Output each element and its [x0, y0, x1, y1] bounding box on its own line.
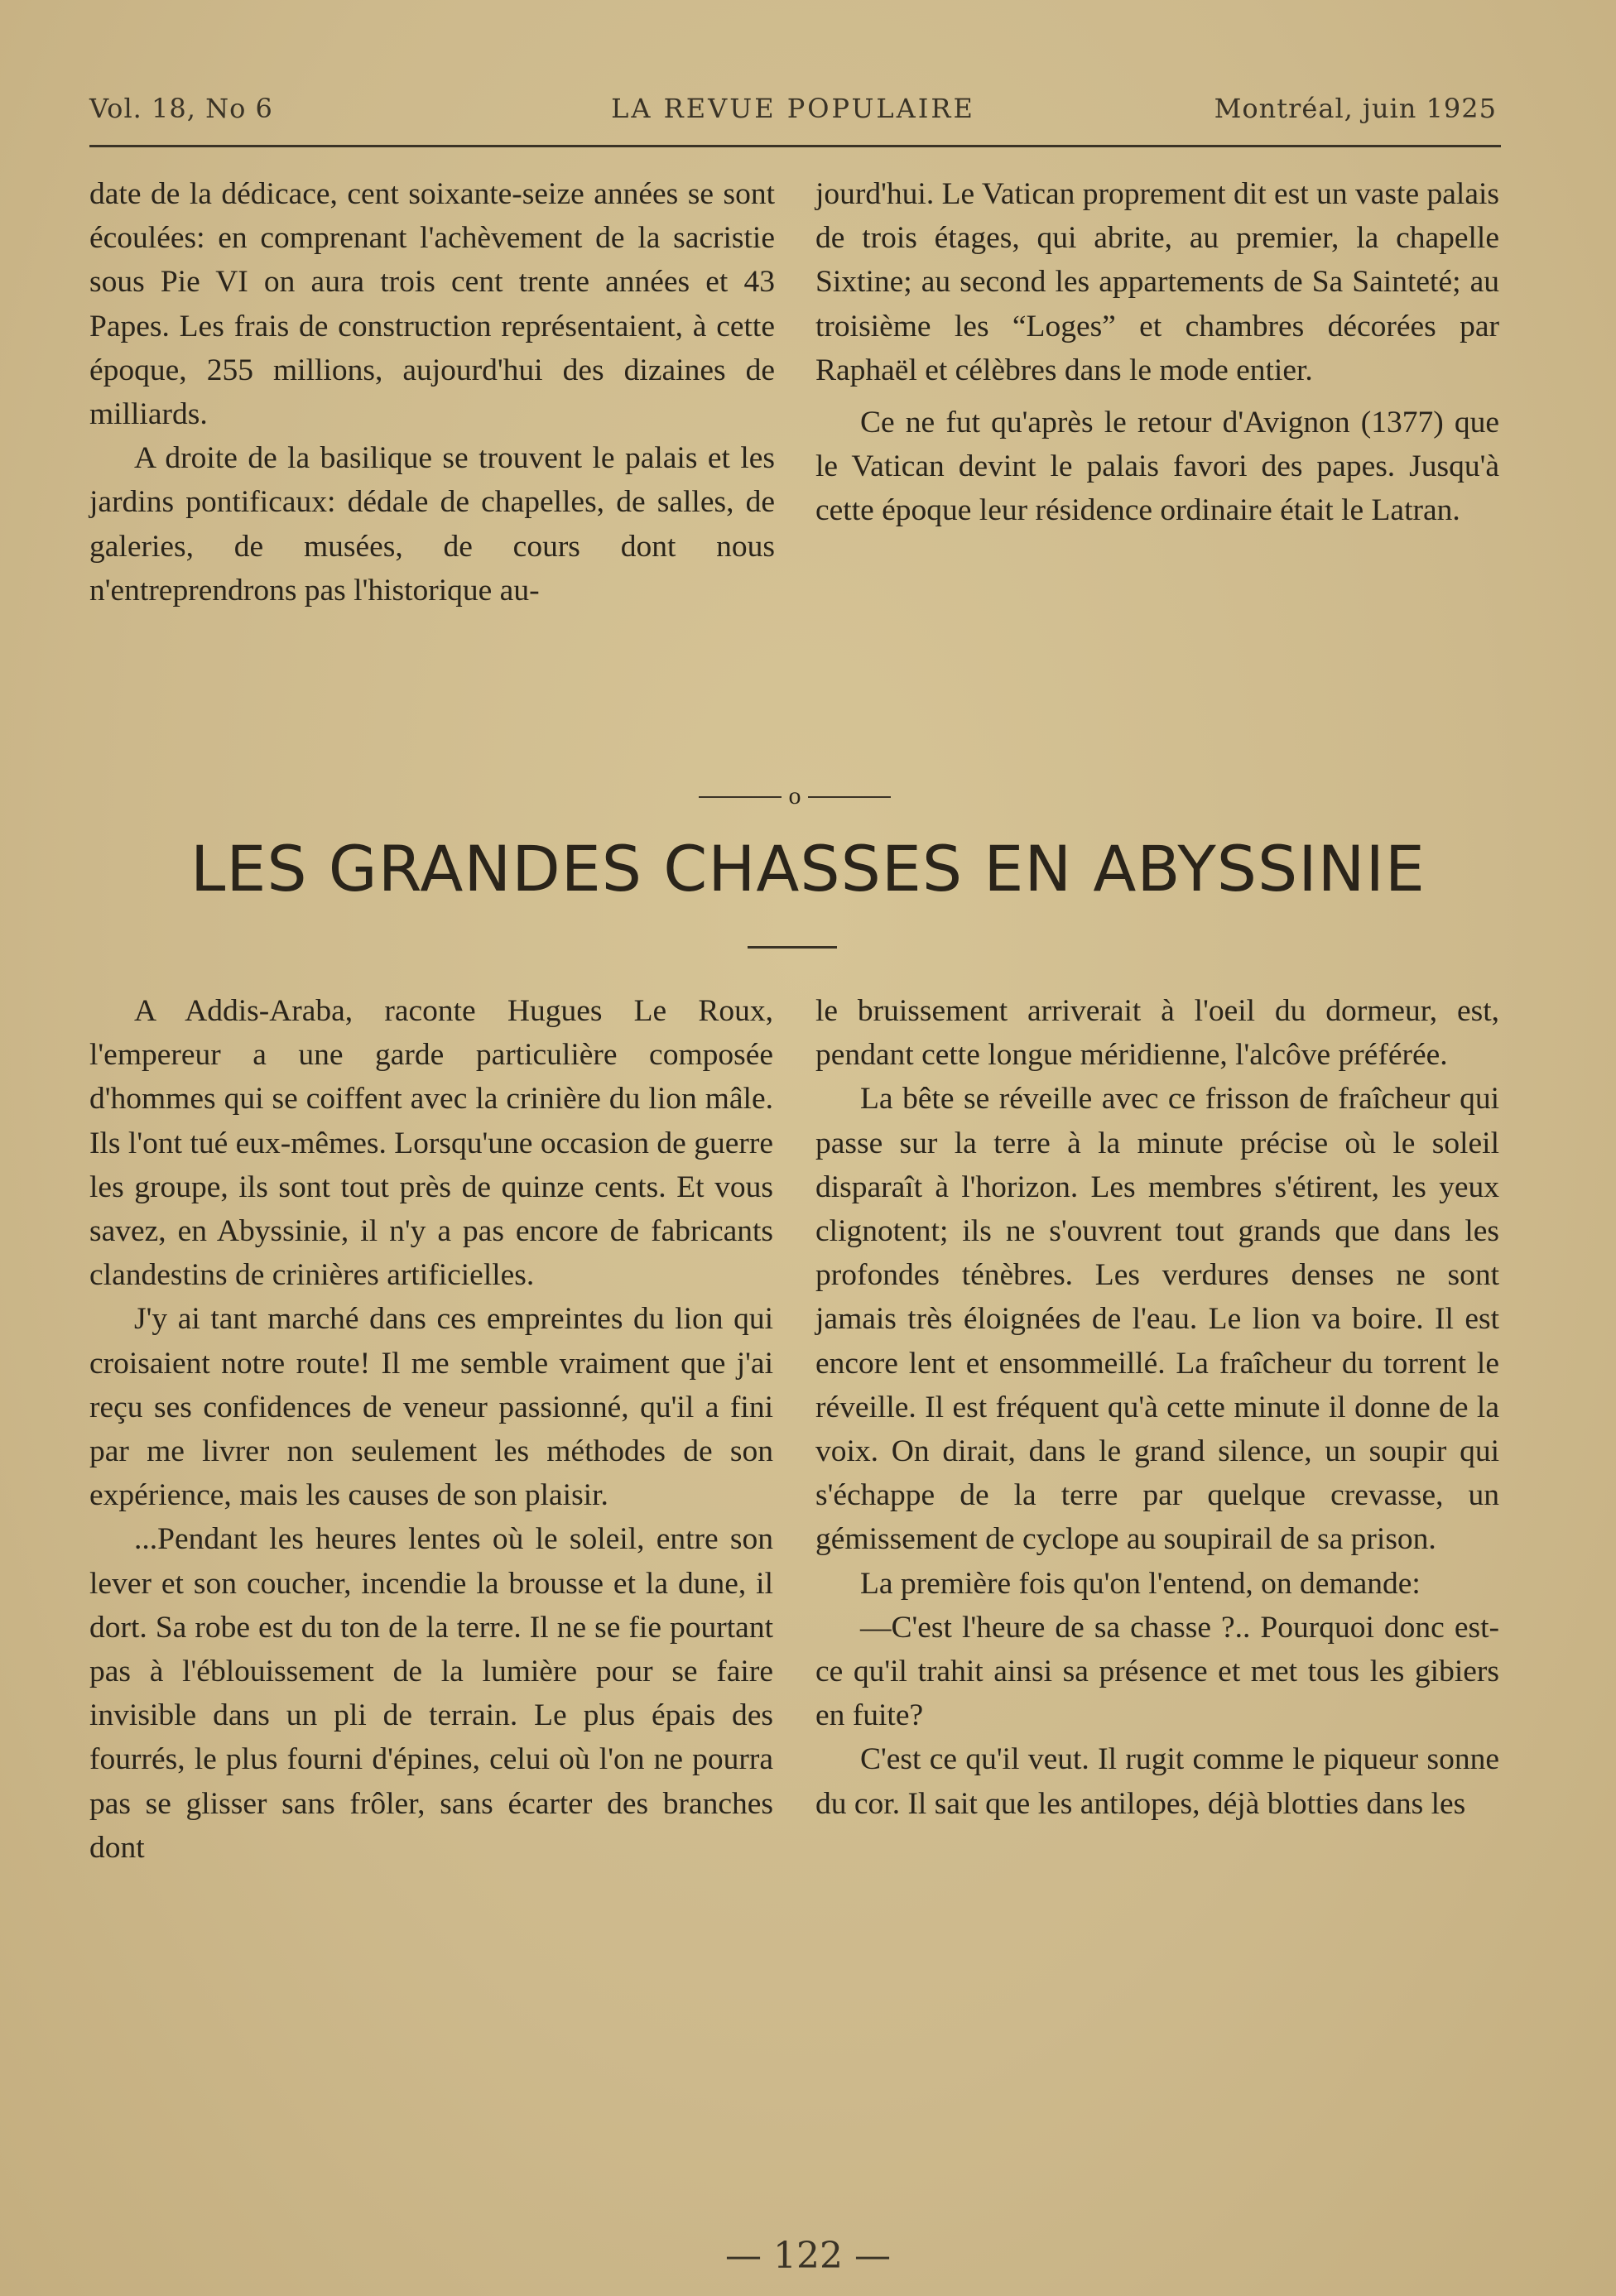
paragraph: A Addis-Araba, raconte Hugues Le Roux, l'empereur a une garde particulière composée d'hommes qui se coiffent avec la crinière du lion mâle. Ils l'ont tué eux-mêmes. Lorsqu'une occasion de guerre les groupe, ils sont tout près de quinze cents. Et vous savez, en Abyssinie, il n'y a pas encore de fabricants clandestins de crinières artificielles.: [89, 994, 773, 1293]
section-divider: [695, 780, 894, 813]
paragraph: La bête se réveille avec ce frisson de fraîcheur qui passe sur la terre à la minute précise où le soleil disparaît à l'horizon. Les membres s'étirent, les yeux clignotent; ils ne s'ouvrent tout grands que dans les profondes ténèbres. Les verdures denses ne sont jamais très éloignées de l'eau. Le lion va boire. Il est encore lent et ensommeillé. La fraîcheur du torrent le réveille. Il est fréquent qu'à cette minute il donne de la voix. On dirait, dans le grand silence, un soupir qui s'échappe de la terre par quelque crevasse, un gémissement de cyclope au soupirail de sa prison.: [815, 1082, 1499, 1557]
paragraph: —C'est l'heure de sa chasse ?.. Pourquoi donc est-ce qu'il trahit ainsi sa présence et met tous les gibiers en fuite?: [815, 1610, 1499, 1733]
paragraph: date de la dédicace, cent soixante-seize années se sont écoulées: en comprenant l'achèvement de la sacristie sous Pie VI on aura trois cent trente années et 43 Papes. Les frais de construction représentaient, à cette époque, 255 millions, aujourd'hui des dizaines de milliards.: [89, 177, 775, 432]
volume-number: Vol. 18, No 6: [89, 93, 273, 124]
running-header: [89, 93, 1497, 132]
divider-line-right: [808, 796, 891, 798]
publication-name: LA REVUE POPULAIRE: [611, 93, 975, 124]
article-title: LES GRANDES CHASSES EN ABYSSINIE: [190, 832, 1426, 905]
paragraph: J'y ai tant marché dans ces empreintes du lion qui croisaient notre route! Il me semble vraiment que j'ai reçu ses confidences de veneur passionné, qu'il a fini par me livrer non seulement les méthodes de son expérience, mais les causes de son plaisir.: [89, 1302, 773, 1513]
article-left-column: [89, 989, 773, 1870]
article-right-column: [815, 989, 1499, 1826]
paragraph: Ce ne fut qu'après le retour d'Avignon (1377) que le Vatican devint le palais favori des papes. Jusqu'à cette époque leur résidence ordinaire était le Latran.: [815, 406, 1499, 528]
paragraph: La première fois qu'on l'entend, on demande:: [860, 1566, 1421, 1601]
title-rule: [748, 946, 837, 949]
paragraph: ...Pendant les heures lentes où le soleil, entre son lever et son coucher, incendie la brousse et la dune, il dort. Sa robe est du ton de la terre. Il ne se fie pourtant pas à l'éblouissement de la lumière pour se faire invisible dans un pli de terrain. Le plus épais des fourrés, le plus fourni d'épines, celui où l'on ne pourra pas se glisser sans frôler, sans écarter des branches dont: [89, 1522, 773, 1865]
divider-mark: o: [788, 782, 801, 809]
location-date: Montréal, juin 1925: [1214, 93, 1497, 124]
top-right-column: [815, 172, 1499, 533]
top-left-column: [89, 172, 775, 612]
paragraph: jourd'hui. Le Vatican proprement dit est un vaste palais de trois étages, qui abrite, au premier, la chapelle Sixtine; au second les appartements de Sa Sainteté; au troisième les “Loges” et chambres décorées par Raphaël et célèbres dans le mode entier.: [815, 177, 1499, 387]
header-rule: [89, 145, 1501, 147]
page-number: — 122 —: [725, 2235, 891, 2277]
paragraph: le bruissement arriverait à l'oeil du dormeur, est, pendant cette longue méridienne, l'alcôve préférée.: [815, 994, 1499, 1073]
paragraph: A droite de la basilique se trouvent le palais et les jardins pontificaux: dédale de chapelles, de salles, de galeries, de musées, de cours dont nous n'entreprendrons pas l'historique au-: [89, 441, 775, 608]
paragraph: C'est ce qu'il veut. Il rugit comme le piqueur sonne du cor. Il sait que les antilopes, déjà blotties dans les: [815, 1742, 1499, 1821]
